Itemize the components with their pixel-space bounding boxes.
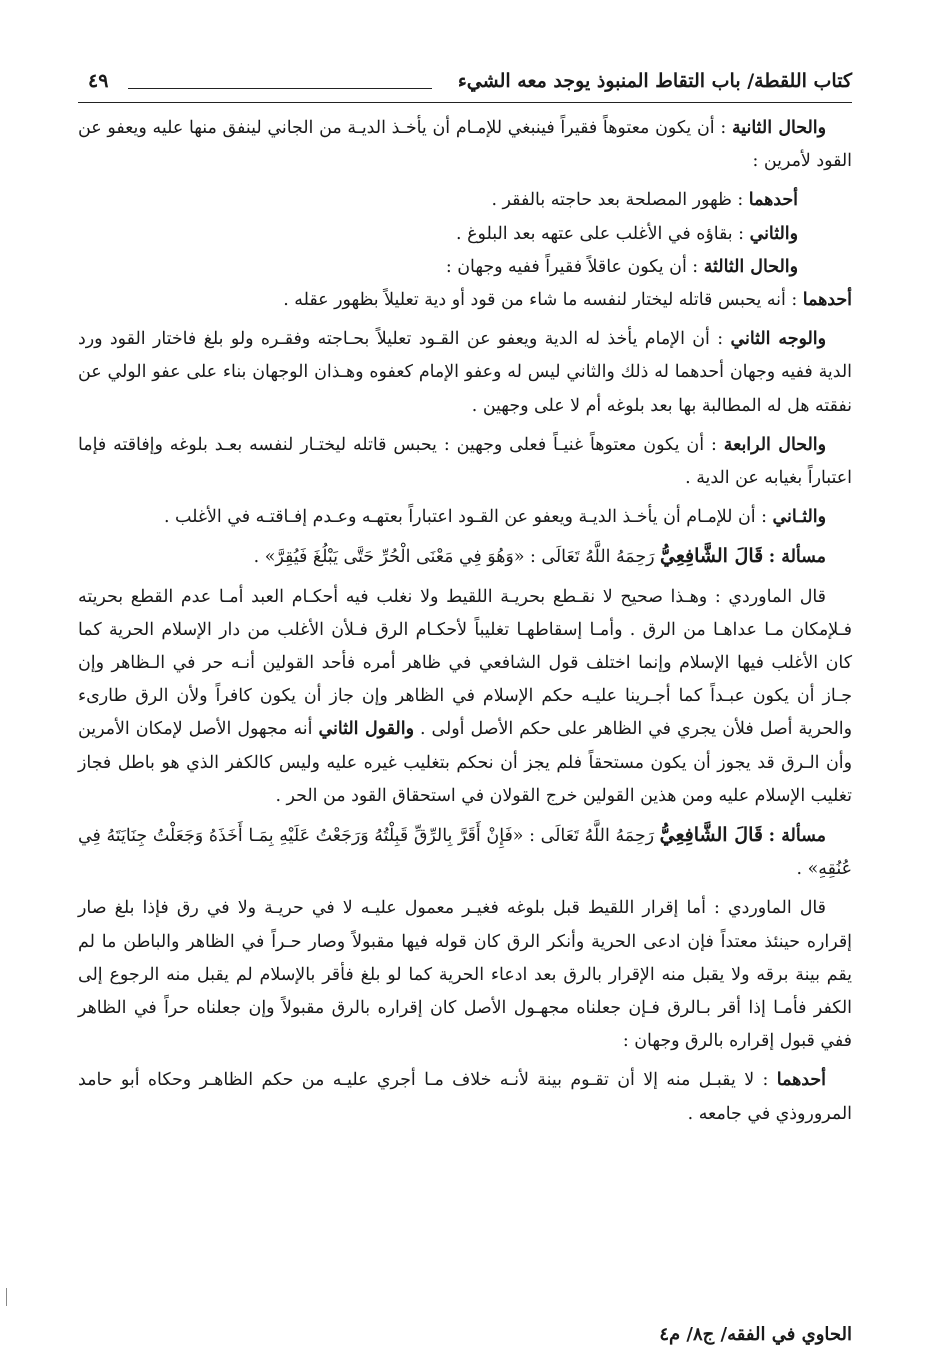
paragraph-text: : أن يكون معتوهاً غنيـاً فعلى وجهين : يحبس قاتله ليختـار لنفسه بعـد بلوغه وإفاقته فإما اعتباراً بغيابه عن الدية . (78, 434, 852, 489)
commentary-text: قال الماوردي : وهـذا صحيح لا نقـطع بحريـة اللقيط ولا نغلب فيه أحكـام العبد أمـا عدم القطع بحريته فـلإمكان مـا عداهـا من الرق . وأمـا إسقاطهـا تغليباً لأحكـام الرق فـلأن الأغلب من دار الإسلام الحرية كما كان الأغلب فيها الإسلام وإنما اختلف قول الشافعي في ظاهر أمره فأحد القولين أنـه حر في الـظاهر وإن جـاز أن يكون عبـداً كما أجـرينا عليـه حكم الإسلام في الظاهر وإن جاز أن يكون كافراً ولأن الرق طارىء والحرية أصل فلأن يجري في الظاهر على حكم الأصل أولى . (78, 586, 852, 740)
masala-author: قَالَ الشَّافِعِيُّ (660, 545, 764, 568)
commentary-paragraph-1 (78, 581, 852, 813)
paragraph-text: : أن يكون معتوهاً فقيراً فينبغي للإمـام أن يأخـذ الديـة من الجاني لينفق منها عليه ويعفو عن القود لأمرين : (78, 118, 852, 172)
paragraph-lead: والثاني (749, 223, 798, 244)
commentary-text: قال الماوردي : أما إقرار اللقيط قبل بلوغه فغيـر معمول عليـه لا في حريـة ولا في رق فإذا بلغ صار إقراره حينئذ معتداً فإن ادعى الحرية وأنكر الرق كان قوله فيها مقبولاً وصار حـراً في الظاهر والباطن ما لم يقم بينة برقه ولا يقبل منه الإقرار بالرق بعد ادعاء الحرية كما لو بلغ فأقر بالإسلام لم يقبل منه الرجوع إلى الكفر فأمـا إذا أقر بـالرق فـإن جعلناه مجهـول الأصل كان إقراره بالرق مقبولاً وإن جعلناه حراً في الظاهر ففي قبول إقراره بالرق وجهان : (78, 898, 852, 1052)
paragraph-lead: أحدهما (802, 290, 852, 311)
masala-phrase: رَحِمَهُ اللَّهُ تَعَالَى : (529, 826, 654, 847)
paragraph-hal-3 (78, 251, 852, 284)
page-body (78, 112, 852, 1137)
commentary-lead: والقول الثاني (318, 719, 414, 740)
commentary-text-end: أنه مجهول الأصل لإمكان الأمرين وأن الـرق قد يجوز أن يكون مستحقاً فلم يجز أن نحكم بتغليب غيره عليه وليس كالكفر الذي هو باطل فجاز تغليب الإسلام عليه ومن هذين القولين خرج القولان في استحقاق القود من الحر . (78, 719, 852, 806)
header-title: كتاب اللقطة/ باب التقاط المنبوذ يوجد معه الشيء (457, 70, 852, 92)
running-header (78, 66, 852, 100)
paragraph-lead: والحال الثانية (731, 118, 827, 138)
paragraph-lead: أحدهما (748, 190, 798, 211)
masala-author: قَالَ الشَّافِعِيُّ (659, 824, 763, 847)
masala-phrase: رَحِمَهُ اللَّهُ تَعَالَى : (530, 547, 655, 568)
masala-label: مسألة : (768, 826, 826, 847)
footer-signature: الحاوي في الفقه/ ج٨/ م٤ (659, 1324, 852, 1345)
paragraph-text: : أن يكون عاقلاً فقيراً ففيه وجهان : (445, 256, 699, 277)
paragraph-second-view (78, 323, 852, 423)
masala-label: مسألة : (768, 547, 826, 568)
page-number: ٤٩ (88, 70, 109, 92)
paragraph-lead: والوجه الثاني (730, 329, 826, 350)
paragraph-lead: والحال الثالثة (703, 256, 798, 277)
paragraph-text: : بقاؤه في الأغلب على عتهه بعد البلوغ . (456, 223, 745, 244)
paragraph-text: : أن للإمـام أن يأخـذ الديـة ويعفو عن القـود اعتباراً بعتهـه وعـدم إفـاقتـه في الأغلب . (163, 507, 767, 528)
paragraph-reason-2 (78, 218, 852, 251)
paragraph-lead: والثـاني (772, 507, 826, 528)
commentary-paragraph-2 (78, 892, 852, 1058)
masala-heading-2 (78, 819, 852, 886)
paragraph-lead: والحال الرابعة (723, 434, 827, 455)
paragraph-text: : لا يقبـل منه إلا أن تقـوم بينة لأنـه خلاف مـا أجري عليـه من حكم الظاهـر وحكاه أبو حامد المروروذي في جامعه . (78, 1070, 852, 1124)
paragraph-text: : أن الإمام يأخذ له الدية ويعفو عن القـود تعليلاً بحـاجته وفقـره ولو بلغ فاختار القود ورد الدية ففيه وجهان أحدهما له ذلك والثاني ليس له وعفو الإمام كعفوه وهـذان الوجهان بناء على عفو الولي عن نفقته هل له المطالبة بها بعد بلوغه أم لا على وجهين . (78, 329, 852, 416)
masala-quote: «فَإِنْ أَقَرَّ بِالرِّقِّ قَبِلْتُهُ وَرَجَعْتُ عَلَيْهِ بِمَـا أَخَذَهُ وَجَعَلْتُ جِنَايَتَهُ فِي عُنُقِهِ» . (78, 826, 852, 880)
document-page (78, 66, 852, 1356)
header-divider (78, 102, 852, 103)
paragraph-reason-1 (78, 184, 852, 217)
paragraph-text: : أنه يحبس قاتله ليختار لنفسه ما شاء من قود أو دية تعليلاً بظهور عقله . (283, 290, 798, 311)
paragraph-text: : ظهور المصلحة بعد حاجته بالفقر . (491, 190, 744, 211)
paragraph-hal-4 (78, 429, 852, 495)
masala-heading-1 (78, 540, 852, 574)
paragraph-lead: أحدهما (776, 1070, 827, 1091)
paragraph-last (78, 1064, 852, 1130)
masala-quote: «وَهُوَ فِي مَعْنَى الْحُرِّ حَتَّى يَبْلُغَ فَيُقِرَّ» . (253, 547, 525, 568)
paragraph-first-view (78, 284, 852, 317)
paragraph-hal-2 (78, 112, 852, 178)
margin-mark (6, 1288, 7, 1306)
paragraph-second (78, 501, 852, 534)
header-rule (128, 88, 432, 89)
